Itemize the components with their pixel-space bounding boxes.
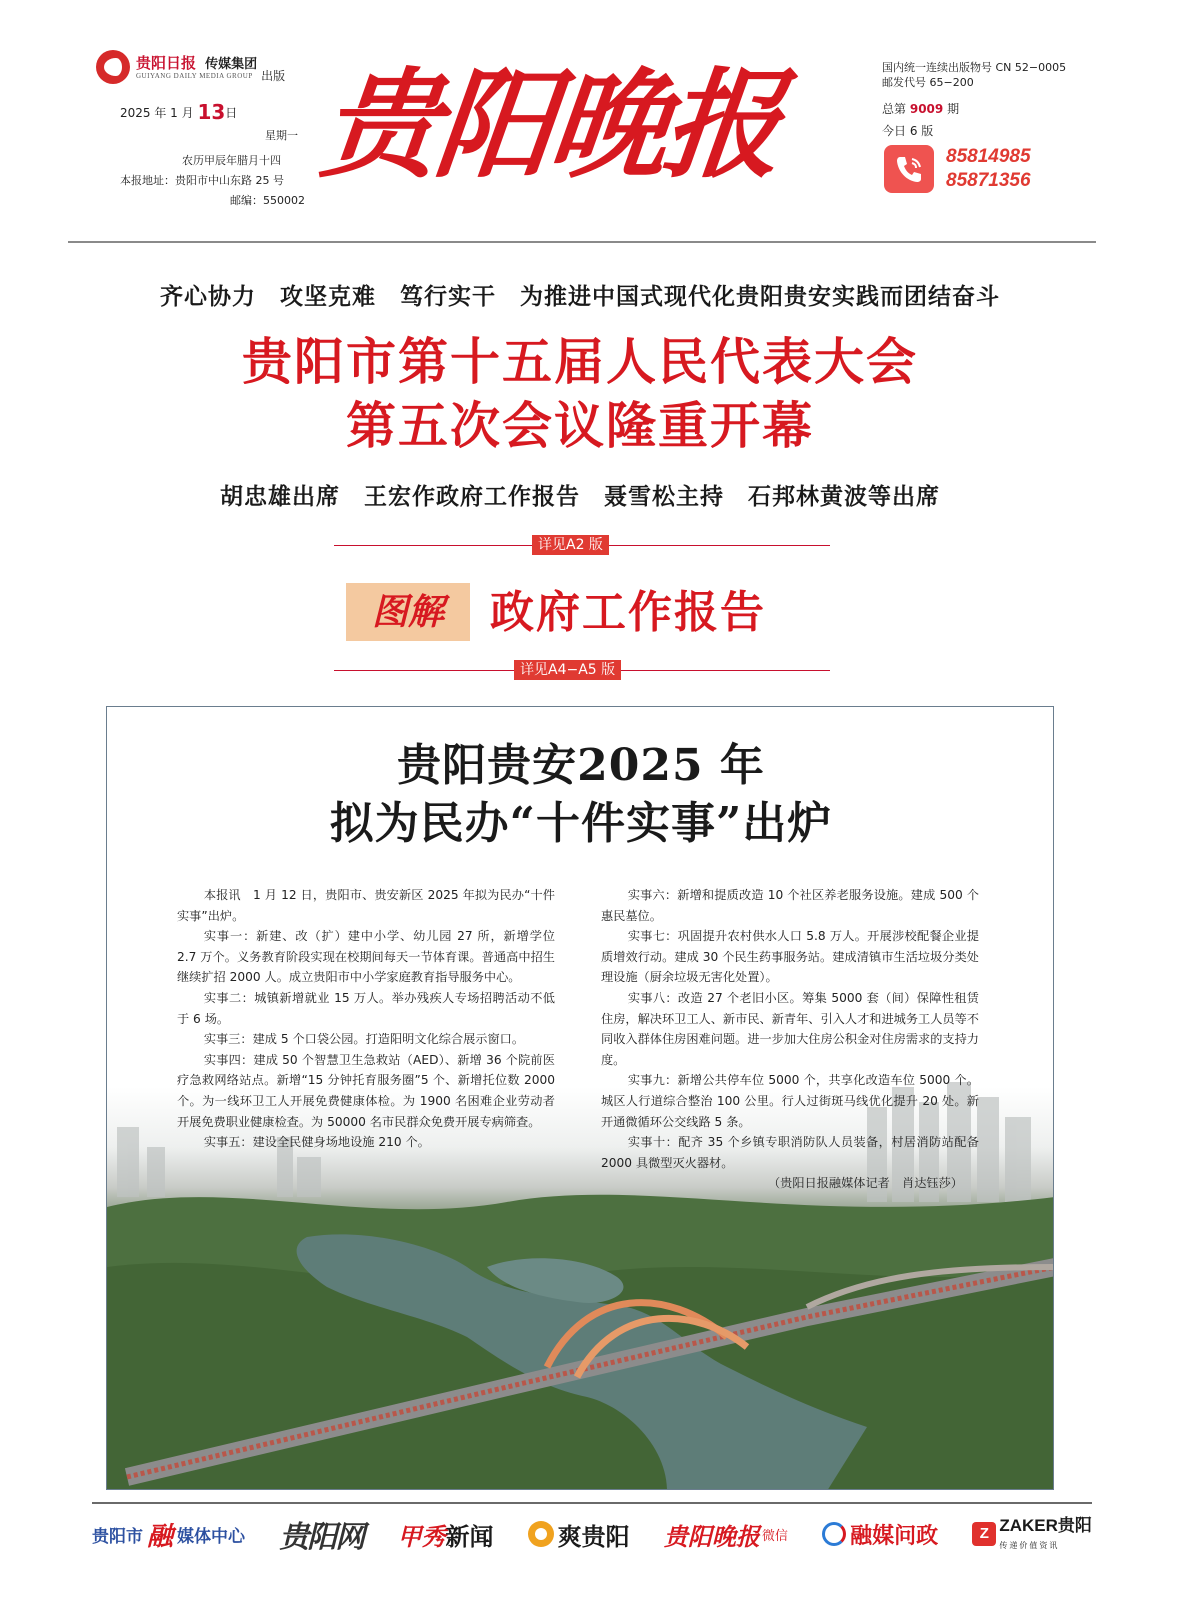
partner-logos-bar — [92, 1514, 1092, 1554]
ref-link-a4-a5[interactable]: 详见A4−A5 版 — [514, 660, 621, 680]
article-paragraph: 实事八：改造 27 个老旧小区。筹集 5000 套（间）保障性租赁住房，解决环卫工人、新市民、新青年、引入人才和进城务工人员等不同收入群体住房困难问题。进一步加大住房公积金对住房需求的支持力度。 — [601, 990, 979, 1067]
issue-number: 总第 9009 期 — [882, 102, 960, 116]
cn-serial-number: 国内统一连续出版物号 CN 52−0005 — [882, 61, 1067, 74]
feature-title-line-1: 贵阳贵安2025 年 — [397, 740, 765, 791]
weekday: 星期一 — [265, 129, 298, 142]
main-headline-line-2: 第五次会议隆重开幕 — [346, 397, 814, 455]
postcode: 邮编：550002 — [230, 194, 305, 207]
kicker-line: 齐心协力 攻坚克难 笃行实干 为推进中国式现代化贵阳贵安实践而团结奋斗 — [160, 283, 1000, 310]
article-paragraph: 实事一：新建、改（扩）建中小学、幼儿园 27 所，新增学位 2.7 万个。义务教育阶段实现在校期间每天一节体育课。普通高中招生继续扩招 2000 人。成立贵阳市中小学家庭教育指导服务中心。 — [177, 929, 555, 985]
media-group-logo-text: 贵阳日报 — [136, 53, 197, 72]
article-paragraph: 实事二：城镇新增就业 15 万人。举办残疾人专场招聘活动不低于 6 场。 — [177, 990, 555, 1026]
article-column-right — [601, 885, 979, 1194]
wanbao-wechat-logo[interactable]: 贵阳晚报 微信 — [663, 1521, 788, 1551]
subheadline: 胡忠雄出席 王宏作政府工作报告 聂雪松主持 石邦林黄波等出席 — [220, 483, 940, 510]
tujie-label: 图解 — [371, 591, 444, 633]
rongmei-center-logo[interactable]: 贵阳市 融 媒体中心 — [92, 1521, 246, 1552]
rongmei-wenzheng-logo[interactable]: 融媒问政 — [822, 1519, 938, 1550]
feature-title — [107, 737, 1054, 853]
article-paragraph: 实事十：配齐 35 个乡镇专职消防队人员装备，村居消防站配备 2000 具微型灭火器材。 — [601, 1135, 979, 1170]
guiyangwang-logo[interactable]: 贵阳网 — [279, 1520, 364, 1555]
feature-article — [106, 706, 1054, 1490]
postal-distribution-code: 邮发代号 65−200 — [882, 76, 974, 89]
jiaxiu-news-logo[interactable]: 甲秀 新闻 — [397, 1521, 494, 1551]
article-paragraph: 实事七：巩固提升农村供水人口 5.8 万人。开展涉校配餐企业提质增效行动。建成 30 个民生药事服务站。建成清镇市生活垃圾分类处理设施（厨余垃圾无害化处置）。 — [601, 929, 979, 985]
article-paragraph: 实事四：建成 50 个智慧卫生急救站（AED）、新增 36 个院前医疗急救网络站点。新增“15 分钟托育服务圈”5 个、新增托位数 2000 个。为一线环卫工人开展免费健康体检。为 1900 名困难企业劳动者开展免费职业健康检查。为 50000 名市民群众免费开展专病筛查。 — [177, 1052, 555, 1129]
article-paragraph: 实事三：建成 5 个口袋公园。打造阳明文化综合展示窗口。 — [203, 1032, 525, 1047]
masthead-divider — [68, 241, 1096, 243]
article-paragraph: 实事五：建设全民健身场地设施 210 个。 — [203, 1135, 430, 1150]
masthead — [0, 0, 1200, 252]
publication-numbers — [882, 60, 1066, 90]
hotline-numbers — [946, 145, 1031, 193]
media-group-english: GUIYANG DAILY MEDIA GROUP — [136, 71, 253, 80]
zaker-guiyang-logo[interactable]: Z ZAKER贵阳 传递价值资讯 — [972, 1517, 1092, 1551]
phone-icon — [884, 145, 934, 193]
zaker-icon: Z — [972, 1522, 996, 1546]
issue-date-day: 13 — [197, 100, 226, 124]
media-group-name: 传媒集团 — [205, 56, 258, 72]
hotline-2: 85871356 — [946, 170, 1031, 191]
wenzheng-icon — [822, 1522, 846, 1546]
main-headline-line-1: 贵阳市第十五届人民代表大会 — [242, 333, 918, 391]
report-title: 政府工作报告 — [490, 587, 766, 638]
media-group-logo — [96, 50, 285, 84]
media-group-icon — [96, 50, 130, 84]
article-paragraph: 本报讯 1 月 12 日，贵阳市、贵安新区 2025 年拟为民办“十件实事”出炉。 — [177, 888, 555, 923]
publisher-suffix: 出版 — [261, 69, 286, 83]
shuang-guiyang-icon — [528, 1521, 554, 1547]
office-address: 本报地址：贵阳市中山东路 25 号 — [120, 174, 284, 187]
footer-divider — [92, 1502, 1092, 1504]
shuang-guiyang-logo[interactable]: 爽贵阳 — [528, 1517, 630, 1552]
article-paragraph: 实事九：新增公共停车位 5000 个，共享化改造车位 5000 个。城区人行道综合整治 100 公里。行人过街斑马线优化提升 20 处。新开通微循环公交线路 5 条。 — [601, 1073, 979, 1129]
main-headline — [0, 330, 1160, 458]
issue-date: 2025 年 1 月 13日 — [120, 100, 238, 124]
ref-link-a2[interactable]: 详见A2 版 — [532, 535, 609, 555]
page-count: 今日 6 版 — [882, 124, 934, 138]
article-column-left — [177, 885, 555, 1153]
hotline-1: 85814985 — [946, 146, 1031, 167]
lunar-date: 农历甲辰年腊月十四 — [182, 154, 281, 167]
article-paragraph: 实事六：新增和提质改造 10 个社区养老服务设施。建成 500 个惠民墓位。 — [601, 888, 979, 923]
article-byline: （贵阳日报融媒体记者 肖达钰莎） — [768, 1176, 963, 1191]
newspaper-nameplate: 贵阳晚报 — [314, 55, 786, 194]
feature-title-line-2: 拟为民办“十件实事”出炉 — [329, 798, 833, 849]
